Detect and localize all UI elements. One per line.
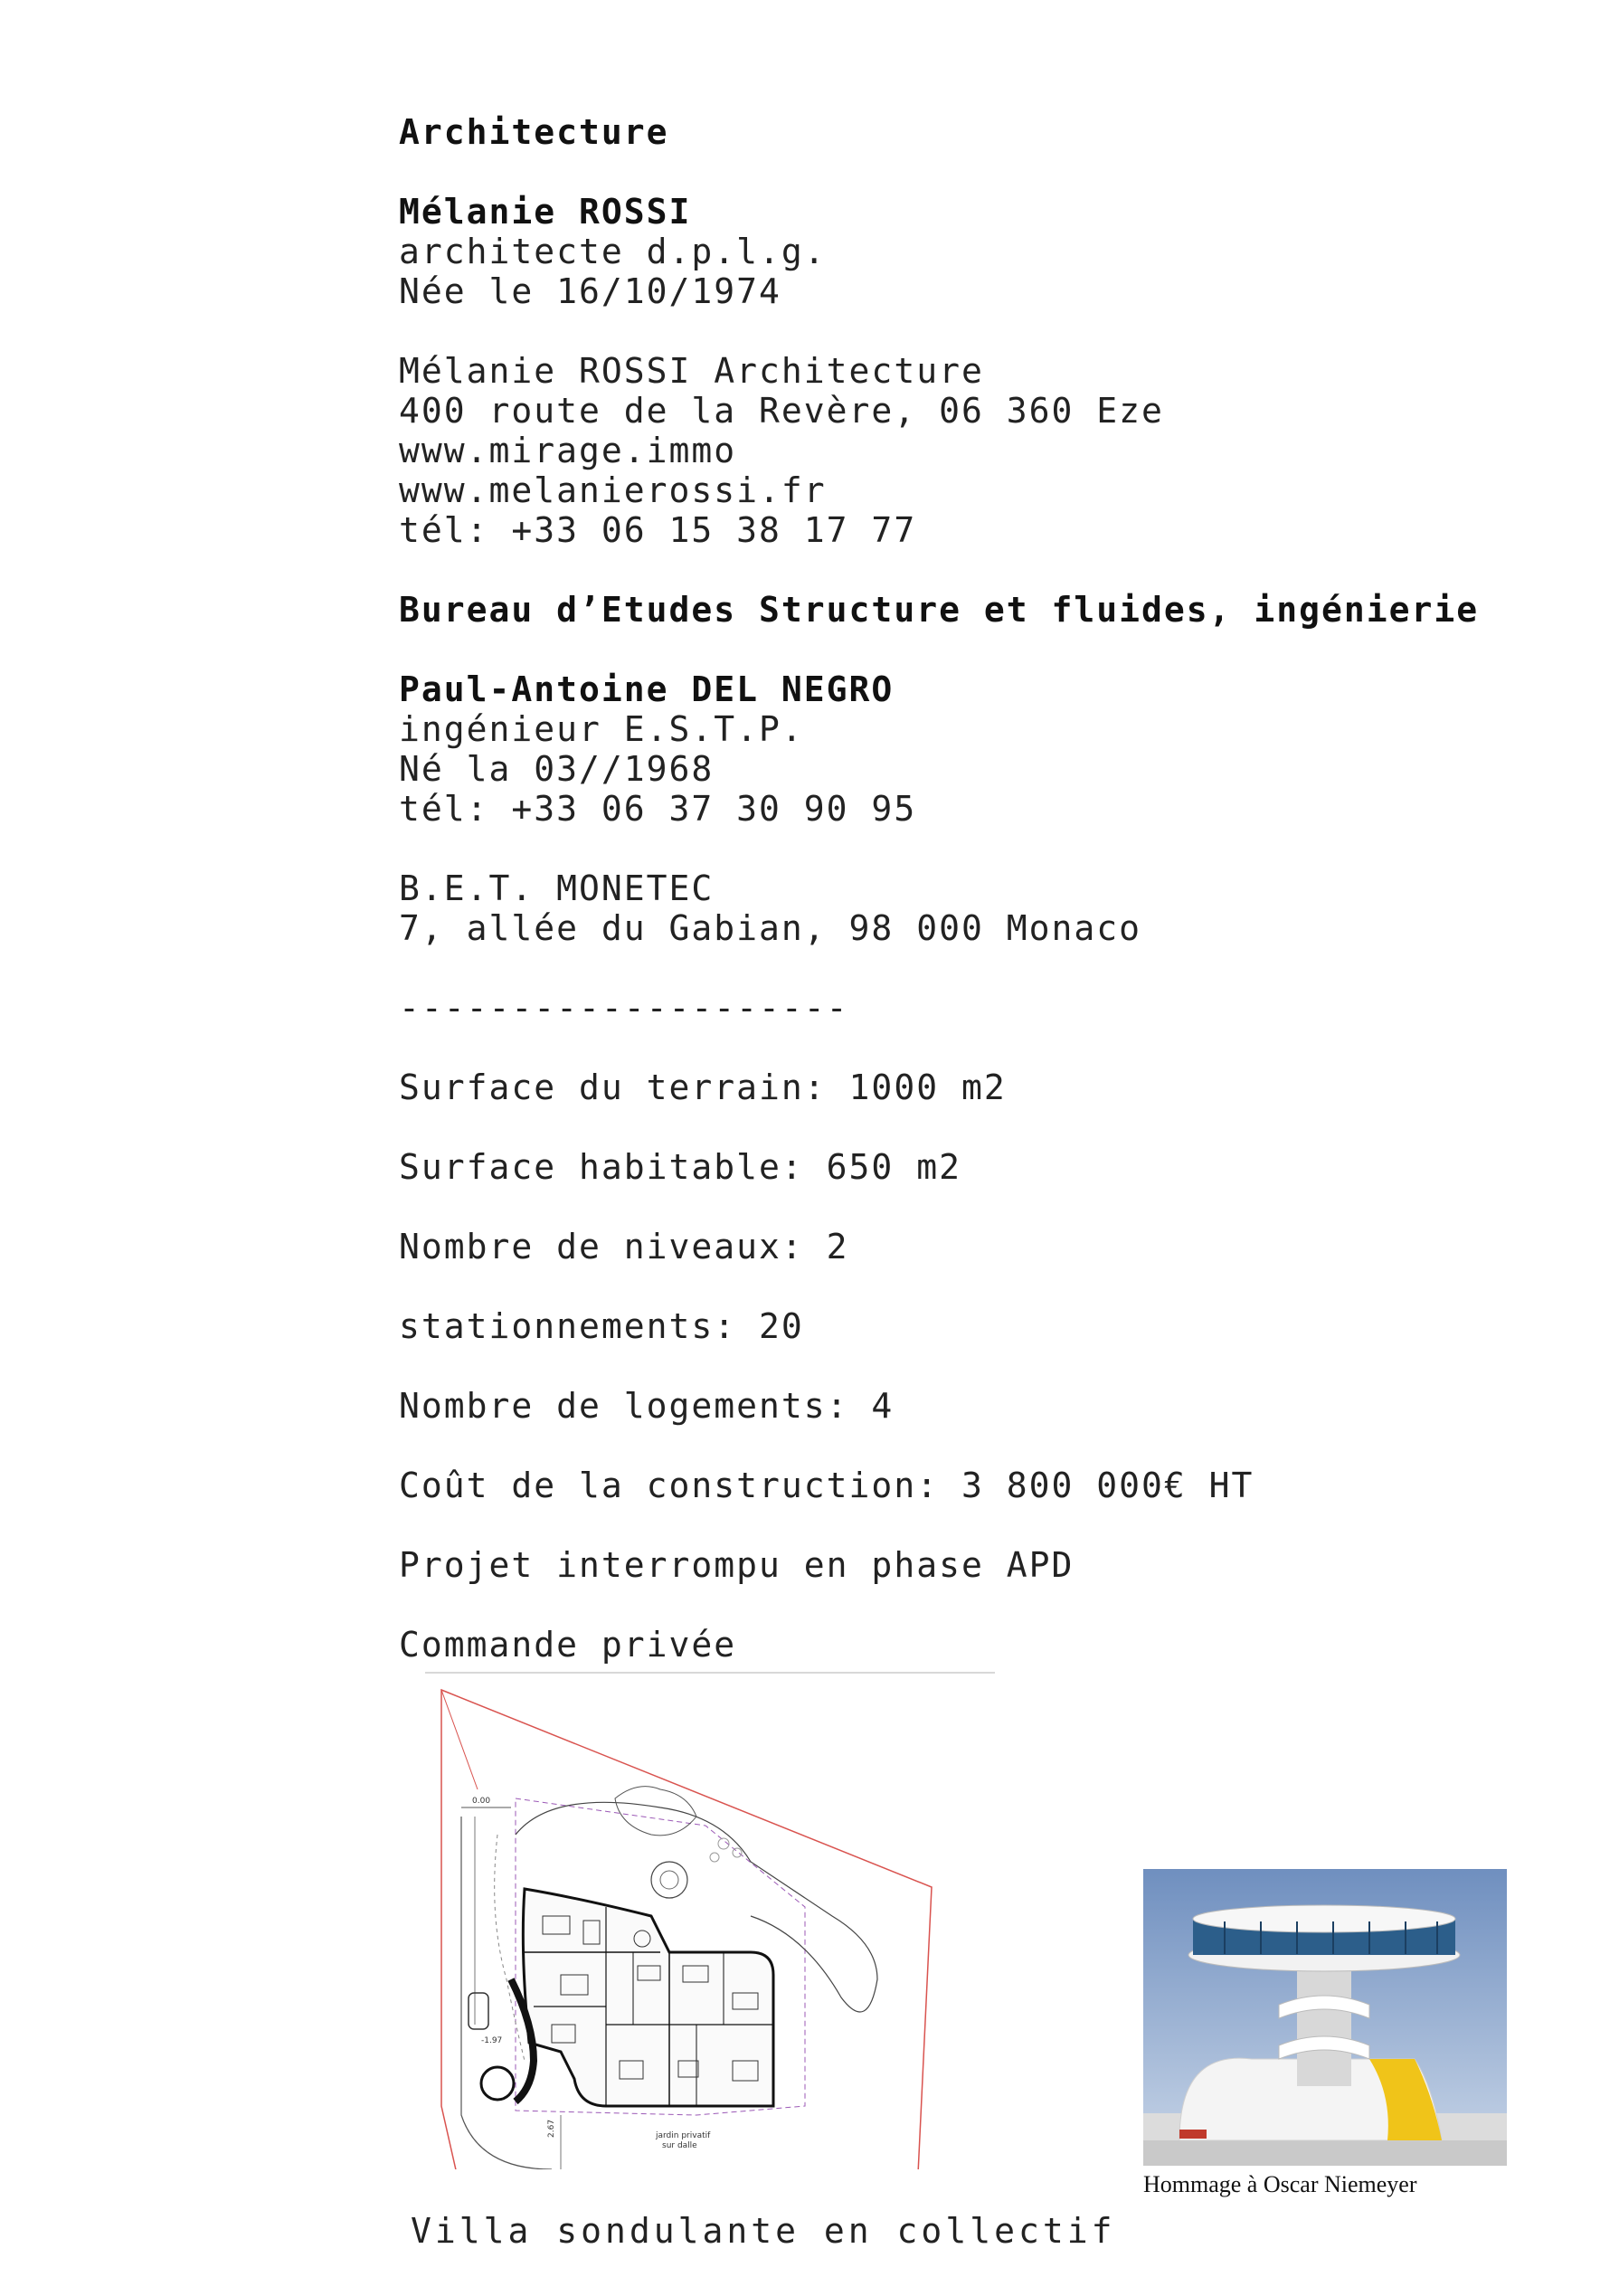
separator: --------------------: [399, 988, 849, 1028]
engineering-address: 7, allée du Gabian, 98 000 Monaco: [399, 908, 1141, 948]
architect-phone: tél: +33 06 15 38 17 77: [399, 510, 917, 550]
architect-website-1: www.mirage.immo: [399, 431, 737, 470]
site-plan-drawing: [425, 1681, 1004, 2169]
fact-land-area: Surface du terrain: 1000 m2: [399, 1067, 1007, 1107]
engineer-phone: tél: +33 06 37 30 90 95: [399, 789, 917, 829]
section-heading-architecture: Architecture: [399, 112, 669, 152]
fact-status: Projet interrompu en phase APD: [399, 1545, 1075, 1585]
architect-firm: Mélanie ROSSI Architecture: [399, 351, 984, 391]
engineering-firm: B.E.T. MONETEC: [399, 868, 715, 908]
engineer-title: ingénieur E.S.T.P.: [399, 709, 804, 749]
engineer-name: Paul-Antoine DEL NEGRO: [399, 669, 895, 709]
elevation-label-bottom: 2.67: [547, 2119, 556, 2138]
architect-name: Mélanie ROSSI: [399, 192, 692, 232]
fact-living-area: Surface habitable: 650 m2: [399, 1147, 961, 1187]
photo-caption: Hommage à Oscar Niemeyer: [1143, 2171, 1417, 2197]
fact-parking: stationnements: 20: [399, 1306, 804, 1346]
architect-title: architecte d.p.l.g.: [399, 232, 827, 271]
fact-client: Commande privée: [399, 1625, 737, 1665]
elevation-label-left: -1.97: [481, 2036, 503, 2045]
architect-address: 400 route de la Revère, 06 360 Eze: [399, 391, 1164, 431]
fact-cost: Coût de la construction: 3 800 000€ HT: [399, 1466, 1254, 1505]
architect-birth: Née le 16/10/1974: [399, 271, 781, 311]
fact-units: Nombre de logements: 4: [399, 1386, 895, 1426]
elevation-label-top: 0.00: [472, 1797, 491, 1806]
engineering-heading: Bureau d’Etudes Structure et fluides, ingénierie: [399, 590, 1480, 630]
project-title: Villa sondulante en collectif: [411, 2211, 1116, 2251]
garden-label: jardin privatif: [656, 2131, 711, 2140]
fact-levels: Nombre de niveaux: 2: [399, 1227, 849, 1267]
building-photo: [1143, 1869, 1507, 2166]
garden-sublabel: sur dalle: [662, 2141, 697, 2150]
engineer-birth: Né la 03//1968: [399, 749, 715, 789]
architect-website-2: www.melanierossi.fr: [399, 470, 827, 510]
divider-line: [425, 1672, 995, 1674]
